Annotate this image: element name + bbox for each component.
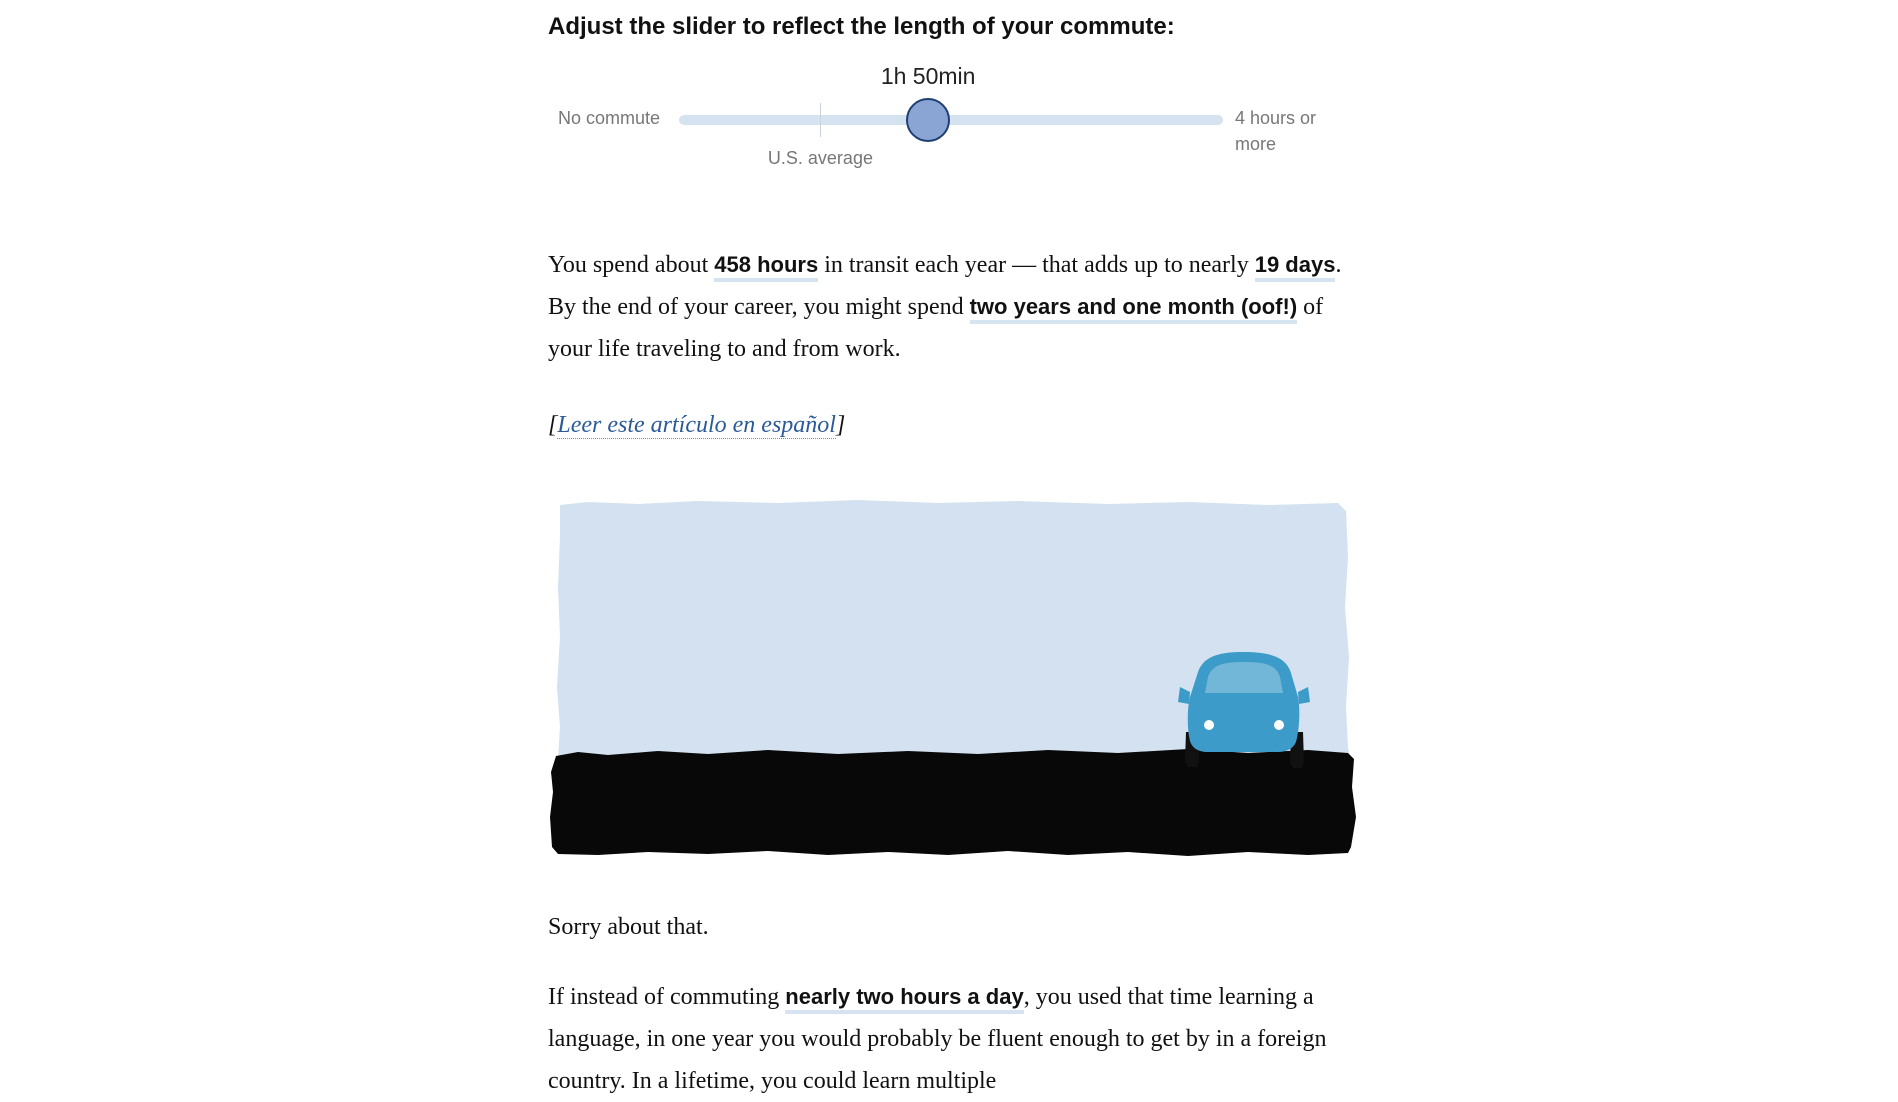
slider-max-label: 4 hours or more [1235, 108, 1317, 154]
slider-prompt: Adjust the slider to reflect the length of your commute: [548, 13, 1175, 40]
spanish-article-link[interactable]: Leer este artículo en español [557, 412, 836, 438]
slider-handle[interactable] [906, 98, 950, 142]
apology-paragraph: Sorry about that. [548, 914, 709, 940]
language-text-1: If instead of commuting [548, 984, 786, 1010]
commute-summary-paragraph [548, 244, 1356, 370]
translation-close-bracket: ] [835, 412, 846, 438]
language-text-2: , you used that time learning a language, in one year you would probably be fluent enough to get by in a foreign country. In a lifetime, you could learn multiple [548, 984, 1327, 1094]
hours-per-year-highlight: 458 hours [714, 252, 818, 282]
commute-slider[interactable] [548, 55, 1356, 185]
translation-note [548, 404, 1356, 446]
slider-value-label: 1h 50min [880, 63, 976, 89]
career-total-highlight: two years and one month (oof!) [970, 294, 1298, 324]
summary-text-1: You spend about [548, 252, 715, 278]
us-average-tick [820, 103, 821, 137]
slider-track[interactable] [679, 115, 1223, 125]
road-shape [550, 749, 1356, 856]
translation-open-bracket: [ [548, 412, 558, 438]
car-left-headlight [1204, 720, 1214, 730]
summary-text-4: of your life traveling to and from work. [548, 294, 1324, 362]
car-right-headlight [1274, 720, 1284, 730]
summary-text-3: . By the end of your career, you might spend [548, 252, 1342, 320]
summary-text-2: in transit each year — that adds up to nearly [818, 252, 1255, 278]
language-learning-paragraph [548, 976, 1356, 1102]
days-per-year-highlight: 19 days [1255, 252, 1336, 282]
car-windshield [1205, 662, 1283, 693]
slider-min-label: No commute [558, 108, 661, 128]
daily-commute-highlight: nearly two hours a day [785, 984, 1023, 1014]
car-on-road-illustration [548, 497, 1356, 862]
us-average-label: U.S. average [767, 148, 873, 168]
